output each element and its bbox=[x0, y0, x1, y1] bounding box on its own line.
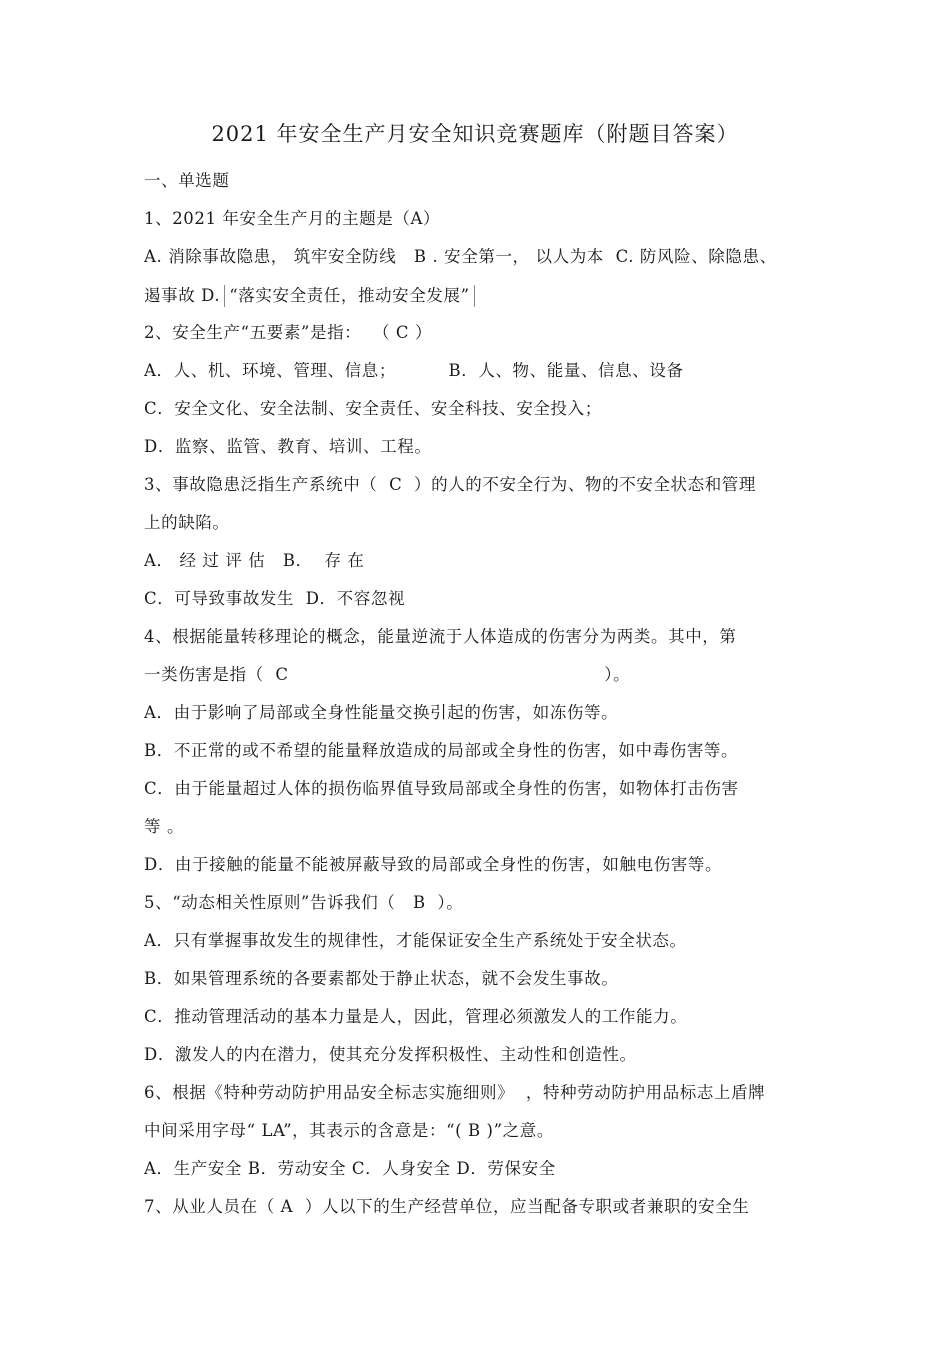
question-2-options-ab: A．人、机、环境、管理、信息； B．人、物、能量、信息、设备 bbox=[144, 361, 684, 380]
question-4-option-a: A．由于影响了局部或全身性能量交换引起的伤害，如冻伤等。 bbox=[144, 703, 619, 722]
question-6-line-2: 中间采用字母“ LA”，其表示的含意是：“( B )”之意。 bbox=[144, 1121, 554, 1140]
option-d-boxed-text: “落实安全责任，推动安全发展” bbox=[224, 285, 474, 307]
question-4-option-c-line-1: C．由于能量超过人体的损伤临界值导致局部或全身性的伤害，如物体打击伤害 bbox=[144, 779, 739, 798]
document-title: 2021 年安全生产月安全知识竞赛题库（附题目答案） bbox=[211, 122, 739, 146]
question-1-options-text: 遏事故 D. bbox=[144, 286, 221, 305]
section-heading: 一、单选题 bbox=[144, 171, 230, 190]
question-3-line-2: 上的缺陷。 bbox=[144, 513, 230, 532]
question-2-option-c: C．安全文化、安全法制、安全责任、安全科技、安全投入； bbox=[144, 399, 602, 418]
question-3-options-ab: A． 经 过 评 估 B． 存 在 bbox=[144, 551, 365, 570]
question-5-option-b: B．如果管理系统的各要素都处于静止状态，就不会发生事故。 bbox=[144, 969, 619, 988]
question-1-options-line-1: A. 消除事故隐患， 筑牢安全防线 B . 安全第一， 以人为本 C. 防风险、除隐患、 bbox=[144, 247, 777, 266]
question-1: 1、2021 年安全生产月的主题是（A） bbox=[144, 209, 441, 228]
question-6-options: A．生产安全 B．劳动安全 C．人身安全 D．劳保安全 bbox=[144, 1159, 556, 1178]
question-4-option-c-line-2: 等 。 bbox=[144, 817, 185, 836]
question-5-option-d: D．激发人的内在潜力，使其充分发挥积极性、主动性和创造性。 bbox=[144, 1045, 637, 1064]
question-5: 5、“动态相关性原则”告诉我们（ B ）。 bbox=[144, 893, 464, 912]
question-3-options-cd: C．可导致事故发生 D．不容忽视 bbox=[144, 589, 406, 608]
question-2-option-d: D．监察、监管、教育、培训、工程。 bbox=[144, 437, 432, 456]
question-4-option-b: B．不正常的或不希望的能量释放造成的局部或全身性的伤害，如中毒伤害等。 bbox=[144, 741, 739, 760]
question-2: 2、安全生产“五要素”是指： （ C ） bbox=[144, 323, 433, 342]
question-3-line-1: 3、事故隐患泛指生产系统中（ C ）的人的不安全行为、物的不安全状态和管理 bbox=[144, 475, 757, 494]
question-4-option-d: D．由于接触的能量不能被屏蔽导致的局部或全身性的伤害，如触电伤害等。 bbox=[144, 855, 723, 874]
question-4-line-2: 一类伤害是指（ C ）。 bbox=[144, 665, 631, 684]
question-5-option-a: A．只有掌握事故发生的规律性，才能保证安全生产系统处于安全状态。 bbox=[144, 931, 687, 950]
question-4-line-1: 4、根据能量转移理论的概念，能量逆流于人体造成的伤害分为两类。其中，第 bbox=[144, 627, 737, 646]
question-1-options-line-2 bbox=[144, 285, 475, 307]
question-6-line-1: 6、根据《特种劳动防护用品安全标志实施细则》 ，特种劳动防护用品标志上盾牌 bbox=[144, 1083, 766, 1102]
question-5-option-c: C．推动管理活动的基本力量是人，因此，管理必须激发人的工作能力。 bbox=[144, 1007, 688, 1026]
question-7-line-1: 7、从业人员在（ A ）人以下的生产经营单位，应当配备专职或者兼职的安全生 bbox=[144, 1197, 750, 1216]
